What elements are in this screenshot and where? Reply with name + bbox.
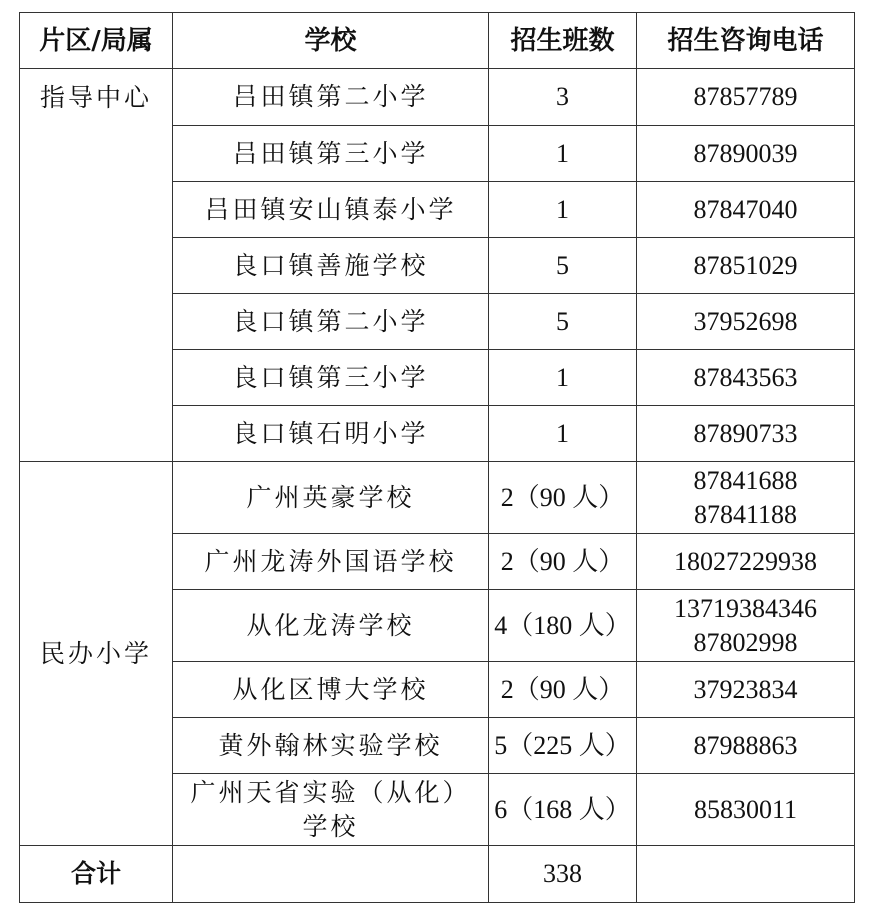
phone-cell: 87890733: [637, 406, 855, 462]
school-cell: 吕田镇第二小学: [173, 69, 489, 126]
phone-line: 13719384346: [674, 593, 817, 623]
classes-cell: 2（90 人）: [489, 662, 637, 718]
header-school: 学校: [173, 13, 489, 69]
phone-cell: 87851029: [637, 238, 855, 294]
school-cell: 良口镇第三小学: [173, 350, 489, 406]
phone-cell: 87843563: [637, 350, 855, 406]
table-row: [20, 69, 855, 126]
phone-cell: 85830011: [637, 774, 855, 846]
classes-cell: 1: [489, 350, 637, 406]
header-row: [20, 13, 855, 69]
classes-cell: 4（180 人）: [489, 590, 637, 662]
classes-cell: 5: [489, 238, 637, 294]
total-phone: [637, 846, 855, 903]
phone-cell: [637, 462, 855, 534]
phone-cell: [637, 590, 855, 662]
phone-cell: 37952698: [637, 294, 855, 350]
phone-line: 87802998: [693, 627, 798, 657]
school-cell: 从化龙涛学校: [173, 590, 489, 662]
header-region: 片区/局属: [20, 13, 173, 69]
school-cell: 从化区博大学校: [173, 662, 489, 718]
classes-cell: 2（90 人）: [489, 534, 637, 590]
school-cell: 吕田镇第三小学: [173, 126, 489, 182]
phone-cell: 87857789: [637, 69, 855, 126]
classes-cell: 1: [489, 406, 637, 462]
phone-cell: 18027229938: [637, 534, 855, 590]
classes-cell: 1: [489, 126, 637, 182]
classes-cell: 3: [489, 69, 637, 126]
school-line: 广州天省实验（从化）: [190, 777, 471, 807]
total-school-cell: [173, 846, 489, 903]
phone-cell: 87988863: [637, 718, 855, 774]
school-cell: 良口镇善施学校: [173, 238, 489, 294]
school-cell: 良口镇石明小学: [173, 406, 489, 462]
classes-cell: 5（225 人）: [489, 718, 637, 774]
phone-line: 87841188: [693, 499, 798, 529]
region-cell: 指导中心: [20, 69, 173, 462]
phone-cell: 87890039: [637, 126, 855, 182]
table-row: [20, 462, 855, 534]
total-classes: 338: [489, 846, 637, 903]
phone-cell: 37923834: [637, 662, 855, 718]
header-classes: 招生班数: [489, 13, 637, 69]
classes-cell: 2（90 人）: [489, 462, 637, 534]
total-label: 合计: [20, 846, 173, 903]
school-cell: 良口镇第二小学: [173, 294, 489, 350]
classes-cell: 6（168 人）: [489, 774, 637, 846]
school-cell: 黄外翰林实验学校: [173, 718, 489, 774]
header-phone: 招生咨询电话: [637, 13, 855, 69]
school-cell: 广州龙涛外国语学校: [173, 534, 489, 590]
classes-cell: 1: [489, 182, 637, 238]
classes-cell: 5: [489, 294, 637, 350]
school-cell: 广州英豪学校: [173, 462, 489, 534]
phone-line: 87841688: [693, 465, 798, 495]
school-cell: 吕田镇安山镇泰小学: [173, 182, 489, 238]
region-cell: 民办小学: [20, 462, 173, 846]
phone-cell: 87847040: [637, 182, 855, 238]
school-line: 学校: [302, 811, 359, 841]
enrollment-table: [19, 12, 855, 903]
total-row: [20, 846, 855, 903]
school-cell: [173, 774, 489, 846]
